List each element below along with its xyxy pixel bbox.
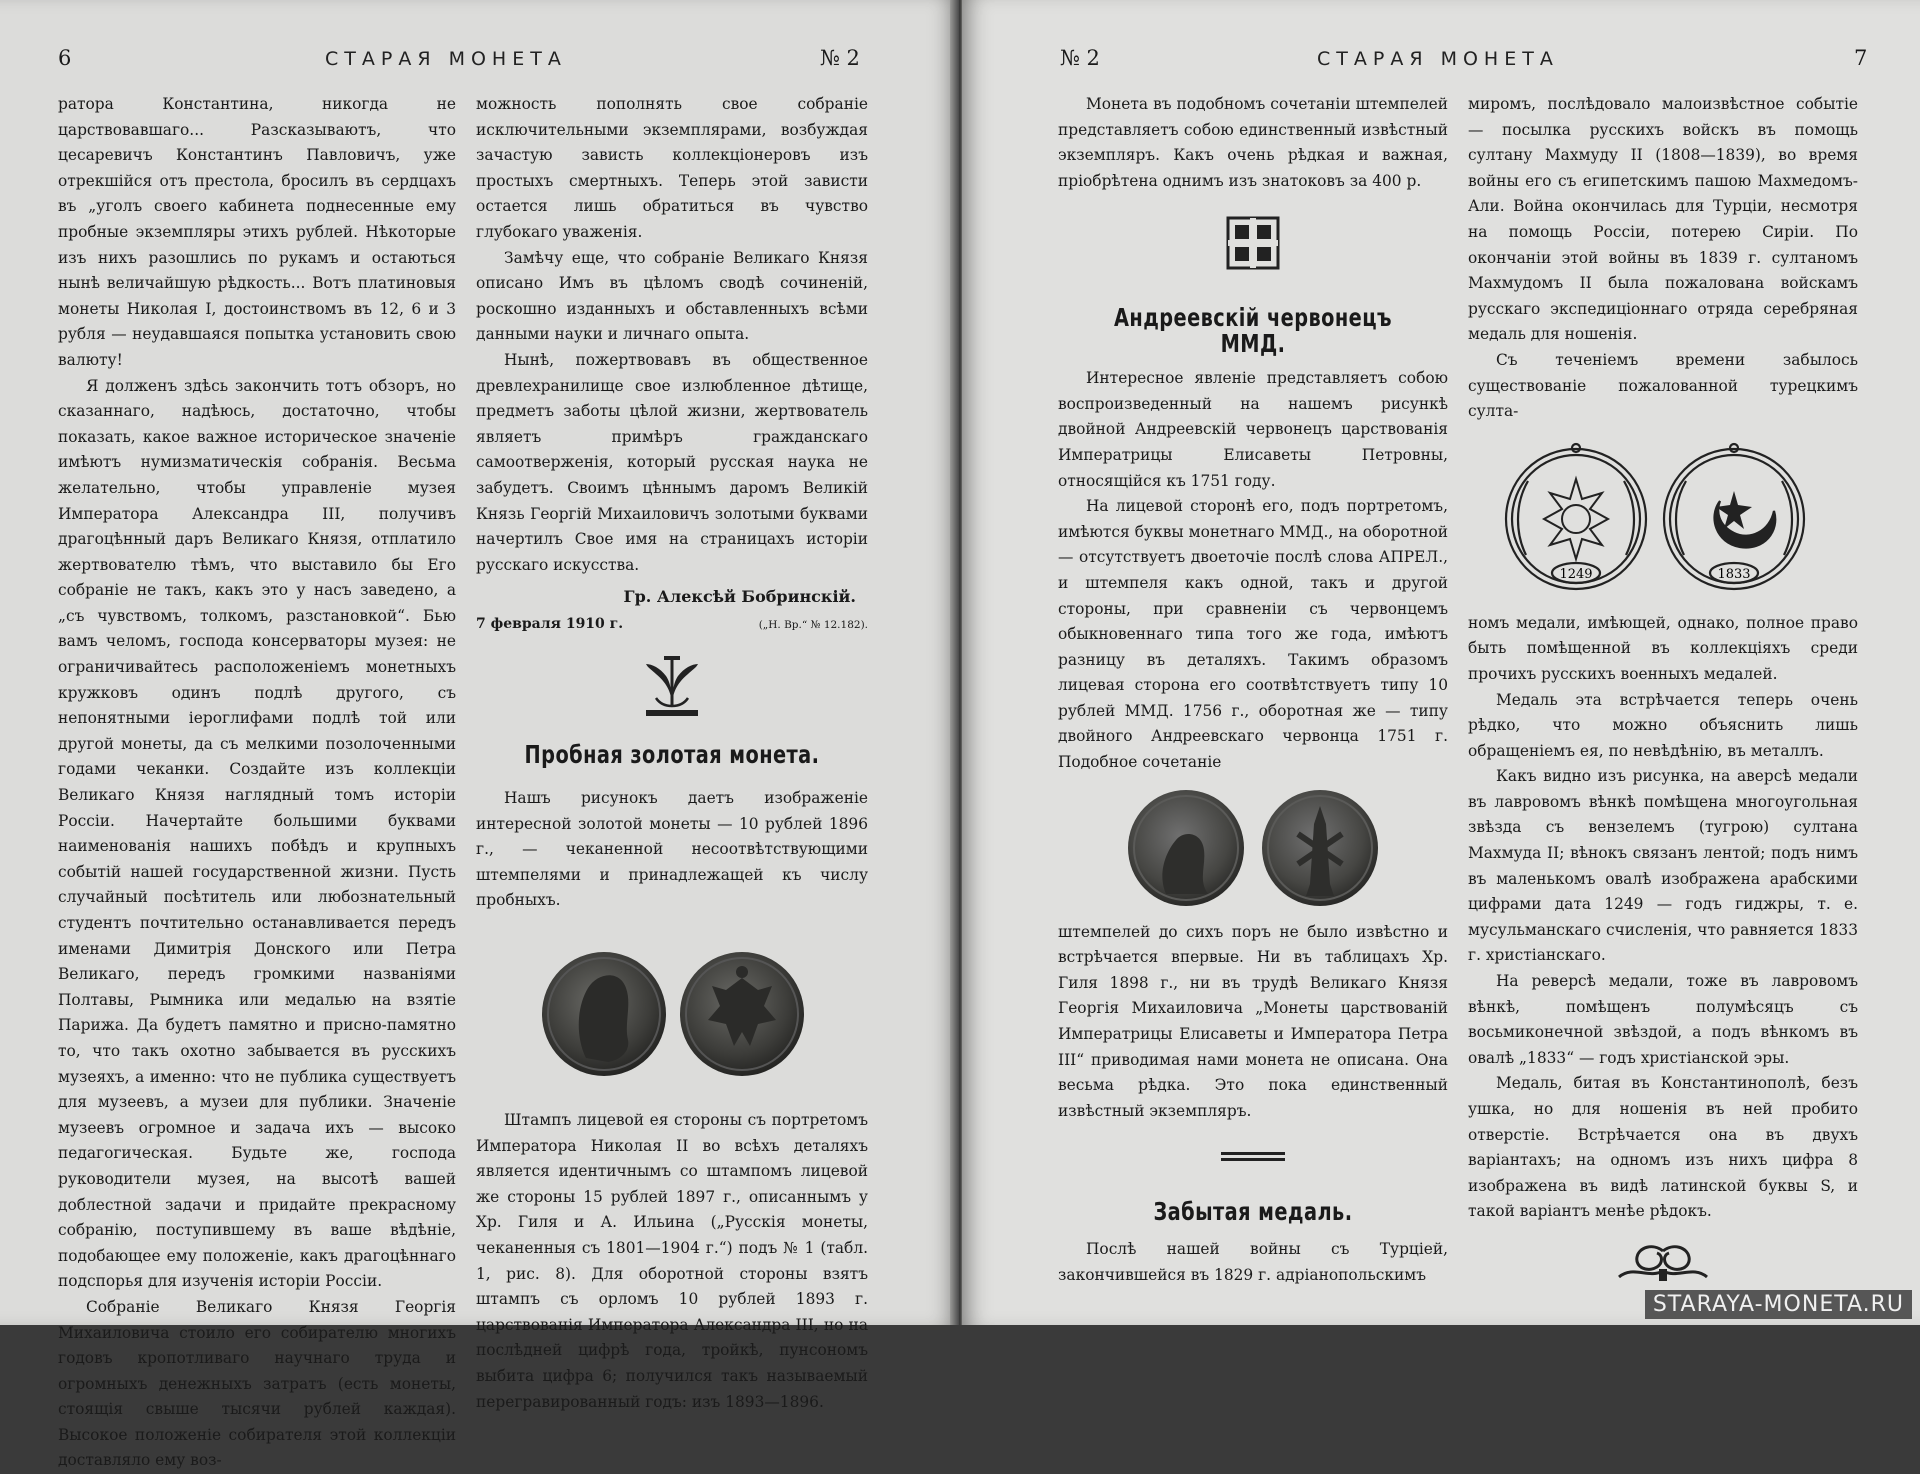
author-signature: Гр. Алексѣй Бобринскій. <box>623 587 856 607</box>
left-running-title: СТАРАЯ МОНЕТА <box>325 48 567 70</box>
right-page <box>962 0 1920 1325</box>
left-column-1 <box>58 92 456 1474</box>
paragraph: миромъ, послѣдовало малоизвѣстное событіе — посылка русскихъ войскъ въ помощь султану Махмуду II (1808—1839), во время войны его съ египетскимъ пашою Махмедомъ-Али. Война окончилась для Турціи, несмотря на помощь Россіи, потерею Сиріи. По окончаніи этой войны въ 1839 г. султаномъ Махмудомъ II была пожалована войскамъ русскаго экспедиціоннаго отряда серебряная медаль для ношенія. <box>1468 95 1858 344</box>
paragraph: Нашъ рисунокъ даетъ изображеніе интересной золотой монеты — 10 рублей 1896 г., — чеканенной несоотвѣтствующими штемпелями и принадлежащей къ числу пробныхъ. <box>476 789 868 910</box>
paragraph: На реверсѣ медали, тоже въ лавровомъ вѣнкѣ, помѣщенъ полумѣсяцъ съ восьмиконечной звѣздой, а подъ вѣнкомъ въ овалѣ „1833“ — годъ христіанской эры. <box>1468 972 1858 1067</box>
dateline <box>476 612 868 639</box>
left-issue-number: № 2 <box>820 46 860 70</box>
left-column-2 <box>476 92 868 1415</box>
paragraph: Медаль эта встрѣчается теперь очень рѣдко, что можно объяснить лишь обращеніемъ ея, по невѣдѣнію, въ металлъ. <box>1468 690 1858 760</box>
paragraph: Замѣчу еще, что собраніе Великаго Князя описано Имъ въ цѣломъ сводѣ сочиненій, роскошно изданныхъ и обставленныхъ всѣми данными науки и личнаго опыта. <box>476 248 868 344</box>
paragraph: Интересное явленіе представляетъ собою воспроизведенный на нашемъ рисункѣ двойной Андреевскій червонецъ царствованія Императрицы Елисаветы Петровны, относящійся къ 1751 году. <box>1058 369 1448 490</box>
right-column-2 <box>1468 92 1858 1292</box>
paragraph: можность пополнять свое собраніе исключительными экземплярами, возбуждая зачастую зависть коллекціонеровъ изъ простыхъ смертныхъ. Теперь этой зависти остается лишь обратиться въ чувство глубокаго уваженія. <box>476 95 868 241</box>
paragraph: Какъ видно изъ рисунка, на аверсѣ медали въ лавровомъ вѣнкѣ помѣщена многоугольная звѣзда съ вензелемъ (тугрою) султана Махмуда II; вѣнокъ связанъ лентой; подъ нимъ въ маленькомъ овалѣ изображена арабскими цифрами дата 1249 — годъ гиджры, т. е. мусульманскаго счисленія, что равняется 1833 г. христіанскаго. <box>1468 767 1858 965</box>
article-source: („Н. Вр.“ № 12.182). <box>758 618 868 631</box>
right-column-1 <box>1058 92 1448 1288</box>
knot-ornament-icon <box>1613 1243 1713 1283</box>
art-nouveau-ornament-icon <box>642 654 702 718</box>
article-title-andreevsky-chervonets: Андреевскій червонецъ ММД. <box>1114 302 1392 358</box>
square-ornament-icon <box>1226 216 1280 270</box>
paragraph: Штампъ лицевой ея стороны съ портретомъ Императора Николая II во всѣхъ деталяхъ является идентичнымъ со штампомъ лицевой же стороны 15 рублей 1897 г., описаннымъ у Хр. Гиля и А. Ильина („Русскія монеты, чеканенныя съ 1801—1904 г.“) подъ № 1 (табл. 1, рис. 8). Для оборотной стороны взятъ штампъ съ орломъ 10 рублей 1893 г. царствованія Императора Александра III, но на послѣдней цифрѣ года, тройкѣ, пунсономъ выбита цифра 6; получился такъ называемый перегравированный годъ: изъ 1893—1896. <box>476 1111 868 1411</box>
ornament-vignette <box>476 654 868 724</box>
paragraph: Послѣ нашей войны съ Турціей, закончившейся въ 1829 г. адріанопольскимъ <box>1058 1240 1448 1284</box>
paragraph: ратора Константина, никогда не царствовавшаго... Разсказываютъ, что цесаревичъ Константинъ Павловичъ, уже отрекшійся отъ престола, бросилъ въ сердцахъ въ „уголъ своего кабинета поднесенные ему пробные экземпляры этихъ рублей. Нѣкоторые изъ нихъ разошлись по рукамъ и остаються нынѣ величайшую рѣдкость... Вотъ платиновыя монеты Николая I, достоинствомъ въ 12, 6 и 3 рубля — неудавшаяся попытка установить свою валюту! <box>58 95 456 369</box>
coin-illustration-1896 <box>476 928 868 1098</box>
article-title-trial-coin: Пробная золотая монета. <box>524 740 820 770</box>
paragraph: На лицевой сторонѣ его, подъ портретомъ, имѣются буквы монетнаго ММД., на оборотной — отсутствуетъ двоеточіе послѣ слова АПРЕЛ., и штемпеля какъ одной, такъ и другой стороны, при сравненіи съ червонцемъ обыкновеннаго типа того же года, имѣютъ разницу въ деталяхъ. Такимъ образомъ лицевая сторона его соотвѣтствуетъ типу 10 рублей ММД. 1756 г., оборотная же — типу двойного Андреевскаго червонца 1751 г. Подобное сочетаніе <box>1058 497 1448 772</box>
paragraph: Нынѣ, пожертвовавъ въ общественное древлехранилище свое излюбленное дѣтище, предметъ заботы цѣлой жизни, жертвователь являетъ примѣръ гражданскаго самоотверженія, который русская наука не забудетъ. Своимъ цѣннымъ даромъ Великій Князь Георгій Михаиловичъ золотыми буквами начертилъ Свое имя на страницахъ исторіи русскаго искусства. <box>476 350 868 574</box>
coin-illustration-1751 <box>1058 784 1448 914</box>
watermark: STARAYA-MONETA.RU <box>1645 1290 1912 1319</box>
chervonets-photo <box>1058 784 1448 914</box>
paragraph: номъ медали, имѣющей, однако, полное право быть помѣщенной въ коллекціяхъ среди прочихъ русскихъ военныхъ медалей. <box>1468 613 1858 683</box>
medal-obverse-date: 1249 <box>1559 566 1593 582</box>
paragraph: Медаль, битая въ Константинополѣ, безъ ушка, но для ношенія въ ней пробито отверстіе. Встрѣчается она въ двухъ варіантахъ; на одномъ изъ нихъ цифра 8 изображена въ видѣ латинской буквы S, и такой варіантъ менѣе рѣдокъ. <box>1468 1074 1858 1221</box>
right-running-title: СТАРАЯ МОНЕТА <box>1317 48 1559 70</box>
left-page-number: 6 <box>58 46 72 70</box>
left-page <box>0 0 958 1470</box>
right-issue-number: № 2 <box>1060 46 1100 70</box>
right-page-number: 7 <box>1854 46 1868 70</box>
paragraph: Монета въ подобномъ сочетаніи штемпелей представляетъ собою единственный извѣстный экземпляръ. Какъ очень рѣдкая и важная, пріобрѣтена однимъ изъ знатоковъ за 400 р. <box>1058 95 1448 190</box>
paragraph: Я долженъ здѣсь закончить тотъ обзоръ, но сказаннаго, надѣюсь, достаточно, чтобы показать, какое важное историческое значеніе имѣютъ нумизматическія собранія. Весьма желательно, чтобы управленіе музея Императора Александра III, получивъ драгоцѣнный даръ Великаго Князя, отплатило жертвователю тѣмъ, что выставило бы Его собраніе не такъ, какъ это у насъ заведено, а „съ чувствомъ, толкомъ, разстановкой“. Бью вамъ челомъ, господа консерваторы музея: не ограничивайтесь расположеніемъ монетныхъ кружковъ одинъ подлѣ другого, съ непонятными іероглифами подлѣ той или другой монеты, да съ мелкими позолоченными годами чеканки. Создайте изъ коллекціи Великаго Князя наглядный томъ исторіи Россіи. Начертайте большими буквами наименованія нашихъ побѣдъ и крупныхъ событій нашей государственной жизни. Пусть случайный посѣтитель или любознательный студентъ почтительно останавливается передъ именами Димитрія Донского или Петра Великаго, передъ громкими названіями Полтавы, Рымника или медалью на взятіе Парижа. Да будетъ памятно и присно-памятно то, что такъ охотно забывается въ русскихъ музеяхъ, а именно: что не публика существуетъ для музеевъ, а музеи для публики. Значеніе музеевъ огромное и задача ихъ — высоко педагогическая. Будьте же, господа руководители музея, на высотѣ вашей доблестной задачи и придайте прекрасному собранію, поступившему въ ваше вѣдѣніе, подобающее ему положеніе, какъ драгоцѣннаго подспорья для изученія исторіи Россіи. <box>58 376 456 1291</box>
paragraph: Собраніе Великаго Князя Георгія Михаиловича стоило его собирателю многихъ годовъ кропотливаго научнаго труда и огромныхъ денежныхъ затратъ (есть монеты, стоящія свыше тысячи рублей каждая). Высокое положеніе собирателя этой коллекціи доставляло ему воз- <box>58 1297 456 1470</box>
ornament-vignette <box>1058 216 1448 279</box>
paragraph: штемпелей до сихъ поръ не было извѣстно и встрѣчается впервые. Ни въ таблицахъ Хр. Гиля 1898 г., ни въ трудѣ Великаго Князя Георгія Михаиловича „Монеты царствованій Императрицы Елисаветы и Императора Петра III“ приводимая нами монета не описана. Она весьма рѣдка. Это пока единственный извѣстный экземпляръ. <box>1058 922 1448 1120</box>
double-rule-divider <box>1221 1152 1285 1161</box>
ornament-vignette <box>1468 1243 1858 1292</box>
article-date: 7 февраля 1910 г. <box>476 615 624 632</box>
gold-coin-photo <box>476 928 868 1098</box>
article-title-forgotten-medal: Забытая медаль. <box>1153 1197 1353 1227</box>
paragraph: Съ теченіемъ времени забылось существованіе пожалованной турецкимъ султа- <box>1468 350 1858 421</box>
turkish-medal-drawing <box>1468 435 1858 607</box>
medal-illustration <box>1468 435 1858 607</box>
medal-reverse-date: 1833 <box>1717 566 1751 582</box>
